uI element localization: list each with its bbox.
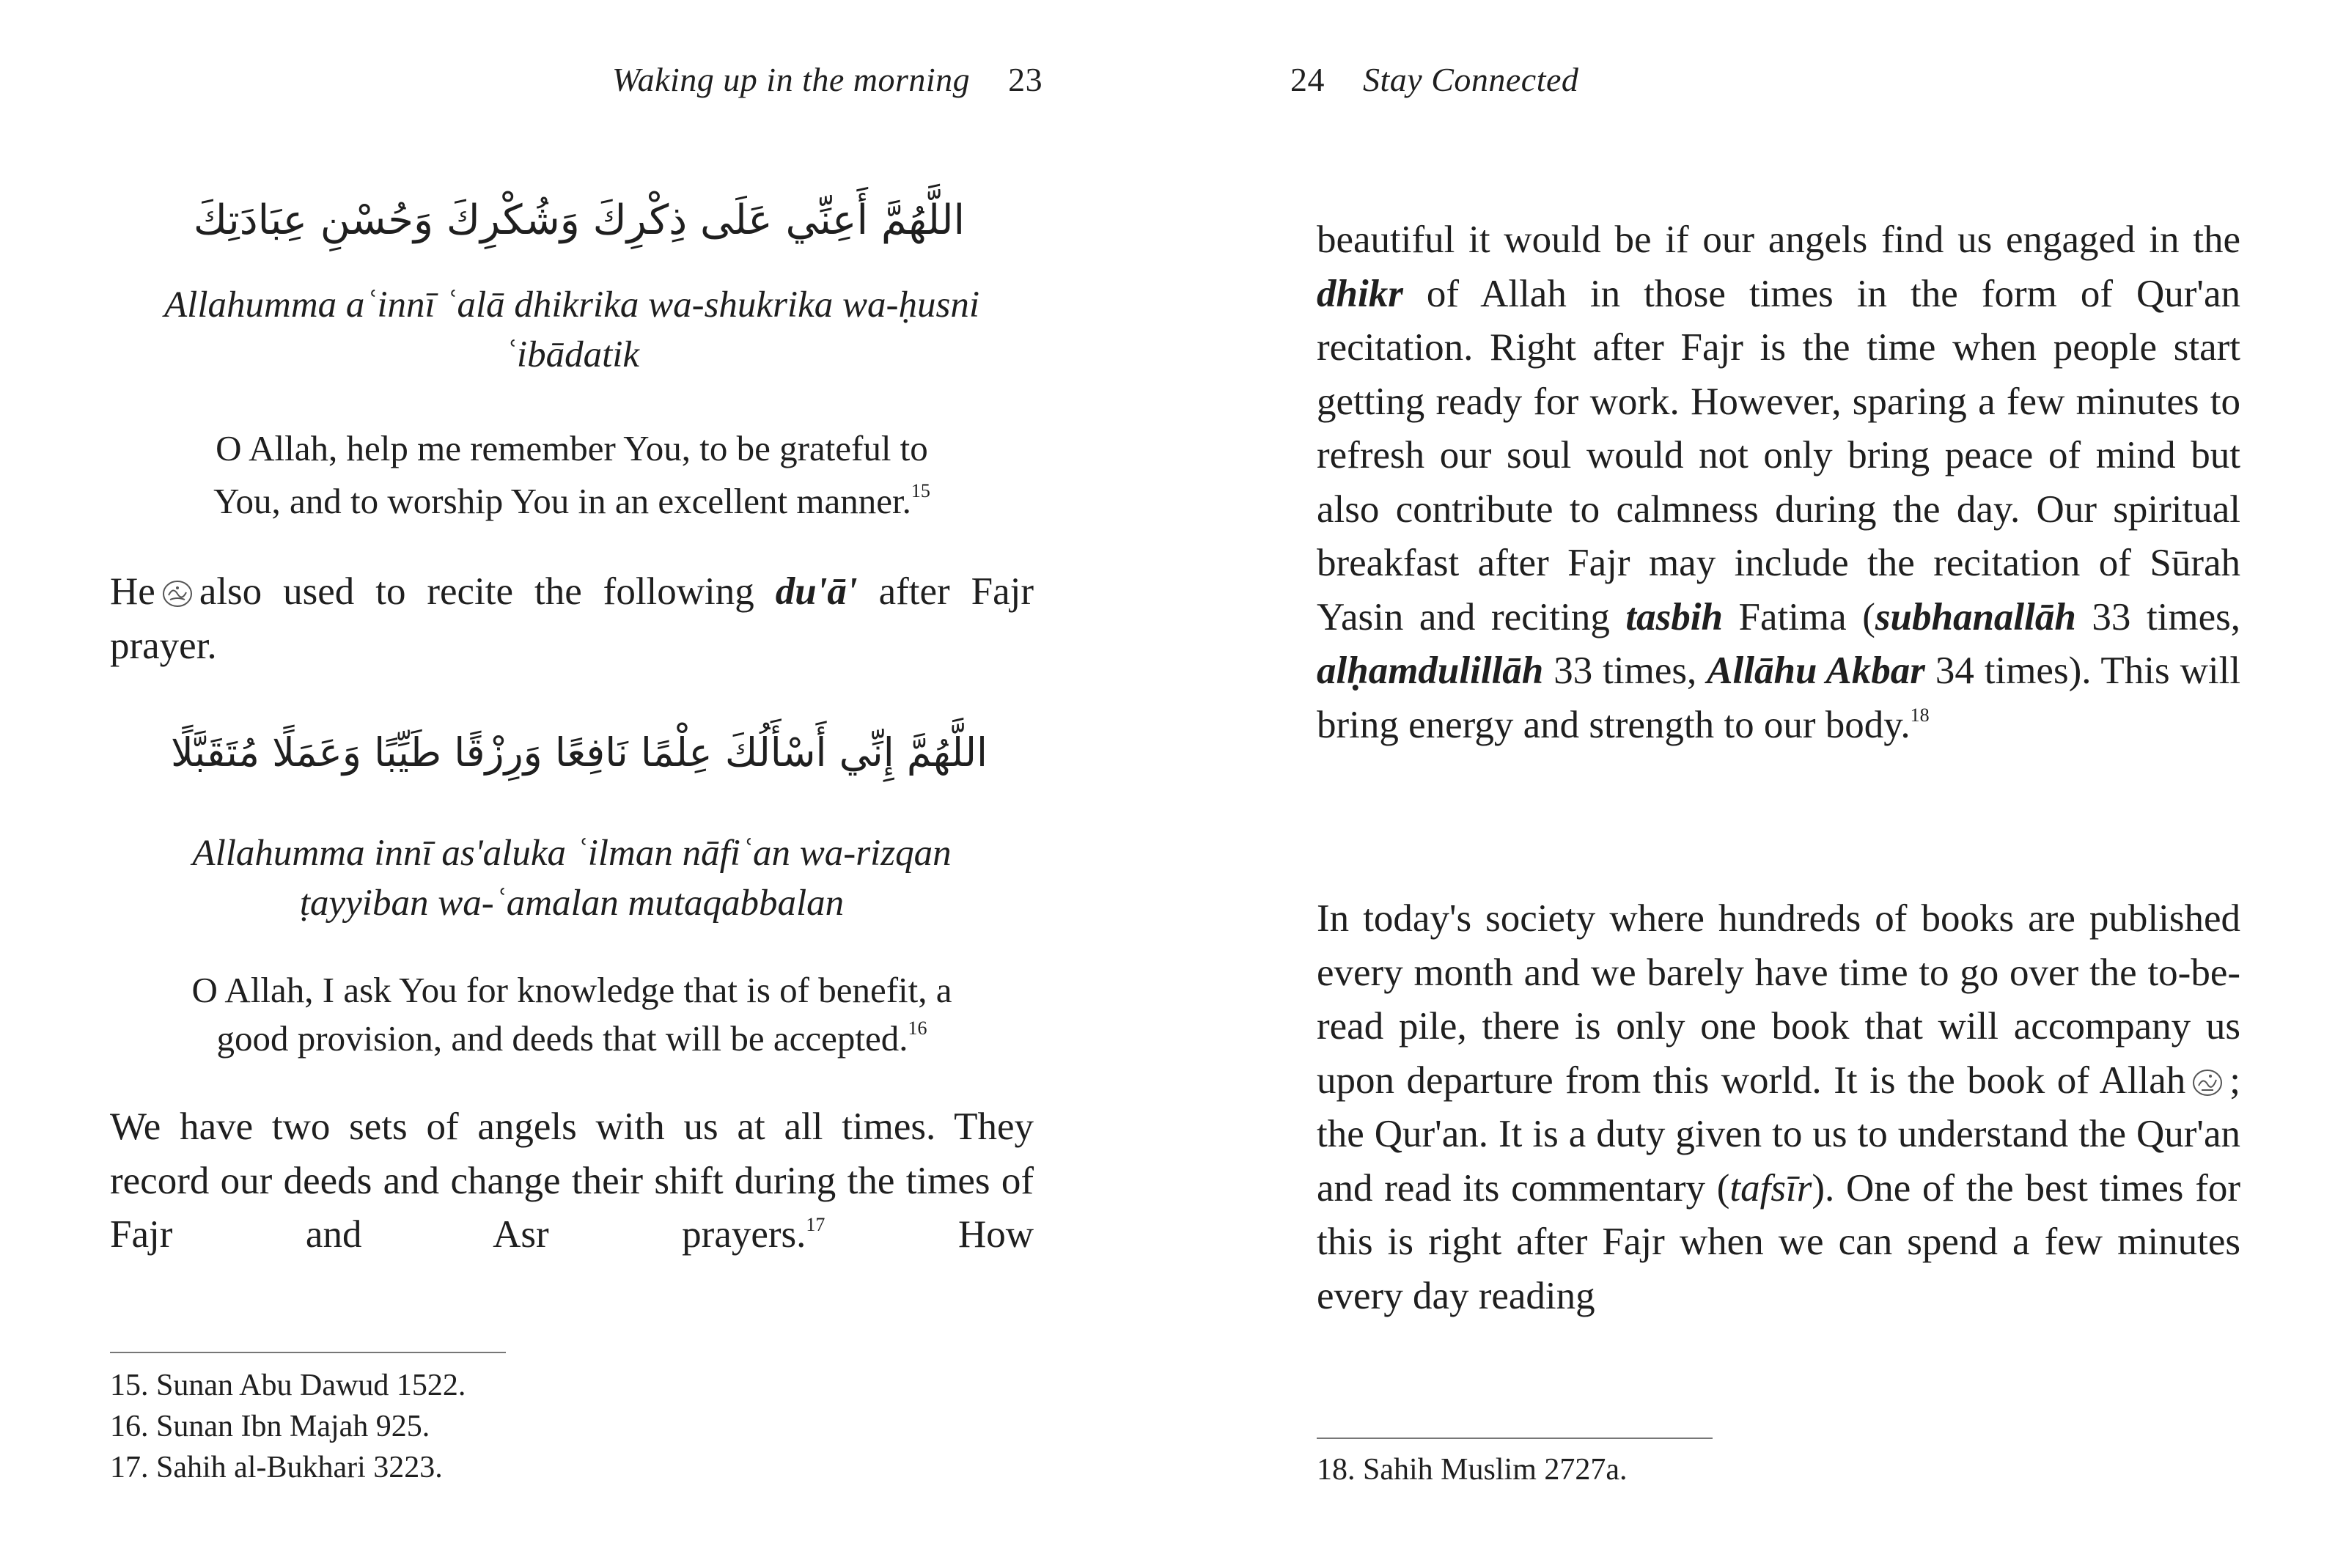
running-title: Waking up in the morning — [612, 61, 971, 98]
footnote: 15. Sunan Abu Dawud 1522. — [110, 1369, 466, 1402]
left-running-head — [612, 60, 1043, 99]
arabic-dua-2: اللَّهُمَّ إِنِّي أَسْأَلُكَ عِلْمًا نَافِعًا وَرِزْقًا طَيِّبًا وَعَمَلًا مُتَقَبَّلًا — [170, 729, 988, 776]
honorific-seal-icon — [2191, 1068, 2224, 1097]
emphasized-term: Allāhu Akbar — [1707, 649, 1925, 692]
dua-1-translation: O Allah, help me remember You, to be grateful to You, and to worship You in an excellent manner.$^{15}$ — [213, 428, 930, 521]
dua-1-transliteration: Allahumma aʿinnī ʿalā dhikrika wa-shukrika wa-ḥusni ʿibādatik — [164, 284, 979, 375]
paragraph: In today's society where hundreds of books are published every month and we barely have time to go over the to-be-read pile, there is only one book that will accompany us upon departure from this world. It is the book of Allah ; the Qur'an. It is a duty given to us to understand the Qur'an and read its commentary (tafsīr). One of the best times for this is right after Fajr when we can spend a few minutes every day reading — [1317, 897, 2240, 1317]
emphasized-term: subhanallāh — [1875, 595, 2076, 638]
footnote-ref: 16 — [908, 1017, 927, 1039]
page-number: 23 — [1008, 61, 1043, 98]
footnote: 18. Sahih Muslim 2727a. — [1317, 1453, 1628, 1487]
footnote-divider — [110, 1352, 506, 1353]
arabic-dua-1: اللَّهُمَّ أَعِنِّي عَلَى ذِكْرِكَ وَشُكْرِكَ وَحُسْنِ عِبَادَتِكَ — [193, 196, 966, 244]
footnote: 17. Sahih al-Bukhari 3223. — [110, 1451, 443, 1484]
footnote-ref: 15 — [911, 480, 930, 501]
running-title: Stay Connected — [1363, 61, 1579, 98]
honorific-seal-icon — [161, 579, 194, 608]
page-number: 24 — [1290, 61, 1325, 98]
footnote-divider — [1317, 1438, 1713, 1439]
dua-2-translation: O Allah, I ask You for knowledge that is of benefit, a good provision, and deeds that will be accepted.$^{16}$ — [191, 970, 952, 1059]
emphasized-term: tasbih — [1625, 595, 1723, 638]
dua-2-transliteration: Allahumma innī as'aluka ʿilman nāfiʿan wa-rizqan ṭayyiban wa-ʿamalan mutaqabbalan — [192, 833, 952, 924]
footnote-ref: 18 — [1910, 704, 1930, 726]
footnotes — [110, 1365, 466, 1488]
right-page — [1173, 0, 2346, 1568]
paragraph: He also used to recite the following du'ā' after Fajr prayer. — [110, 570, 1034, 667]
emphasized-term: du'ā' — [775, 570, 858, 613]
footnote: 16. Sunan Ibn Majah 925. — [110, 1410, 430, 1443]
right-running-head — [1290, 60, 1578, 99]
footnote-ref: 17 — [806, 1214, 825, 1235]
paragraph: We have two sets of angels with us at all times. They record our deeds and change their shift during the times of Fajr and Asr prayers.$^{17}$ How — [110, 1105, 1034, 1256]
footnotes — [1317, 1449, 1628, 1490]
emphasized-term: tafsīr — [1729, 1166, 1812, 1210]
emphasized-term: dhikr — [1317, 272, 1403, 315]
emphasized-term: alḥamdulillāh — [1317, 649, 1544, 692]
paragraph: beautiful it would be if our angels find us engaged in the dhikr of Allah in those times in the form of Qur'an recitation. Right after Fajr is the time when people start getting ready for work. However, sparing a few minutes to refresh our soul would not only bring peace of mind but also contribute to calmness during the day. Our spiritual breakfast after Fajr may include the recitation of Sūrah Yasin and reciting tasbih Fatima (subhanallāh 33 times, alḥamdulillāh 33 times, Allāhu Akbar 34 times). This will bring energy and strength to our body.$^{18}$ — [1317, 218, 2241, 746]
